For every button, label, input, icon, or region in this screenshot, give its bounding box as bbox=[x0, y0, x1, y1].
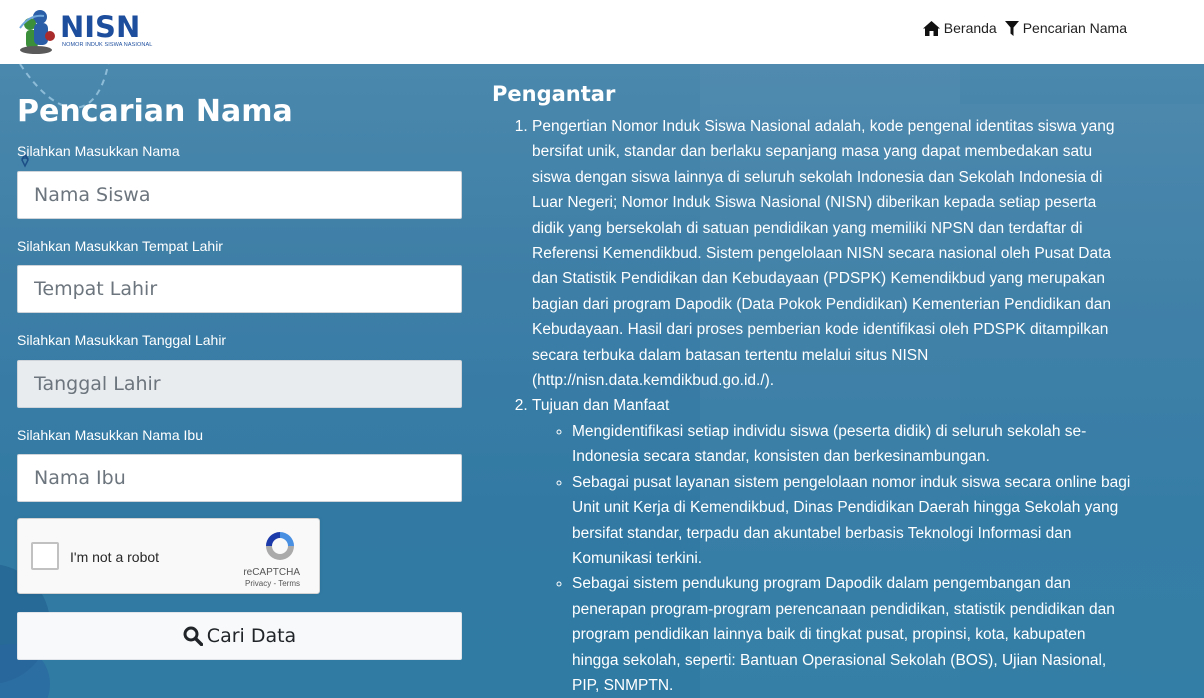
nama-ibu-input[interactable] bbox=[17, 454, 462, 502]
nav-beranda[interactable] bbox=[923, 20, 997, 36]
nisn-logo[interactable] bbox=[18, 8, 153, 56]
search-icon bbox=[183, 626, 203, 646]
recaptcha-label: I'm not a robot bbox=[70, 549, 160, 565]
intro-title: Pengantar bbox=[492, 82, 616, 106]
tempat-lahir-label: Silahkan Masukkan Tempat Lahir bbox=[17, 238, 223, 254]
filter-icon bbox=[1005, 21, 1019, 36]
navbar bbox=[0, 0, 1204, 64]
tanggal-lahir-input[interactable] bbox=[17, 360, 462, 408]
nama-siswa-label: Silahkan Masukkan Nama bbox=[17, 143, 180, 159]
recaptcha-widget bbox=[17, 518, 320, 594]
intro-item-definition bbox=[532, 114, 1132, 393]
cari-data-label: Cari Data bbox=[206, 625, 297, 647]
home-icon bbox=[923, 21, 940, 36]
recaptcha-privacy-terms[interactable]: Privacy - Terms bbox=[245, 579, 300, 588]
logo-text: NISN bbox=[60, 10, 141, 44]
recaptcha-brand: reCAPTCHA bbox=[243, 567, 300, 578]
intro-section bbox=[492, 82, 1132, 698]
logo-subtitle: NOMOR INDUK SISWA NASIONAL bbox=[62, 42, 153, 48]
nav-beranda-label: Beranda bbox=[943, 20, 997, 36]
page-title: Pencarian Nama bbox=[17, 94, 293, 129]
tempat-lahir-input[interactable] bbox=[17, 265, 462, 313]
intro-item-definition-text: Pengertian Nomor Induk Siswa Nasional adalah, kode pengenal identitas siswa yang bersifat unik, standar dan berlaku sepanjang masa yang dapat membedakan satu siswa dengan siswa lainnya di seluruh sekolah Indonesia dan Sekolah Indonesia di Luar Negeri; Nomor Induk Siswa Nasional (NISN) diberikan kepada setiap peserta didik yang bersekolah di satuan pendidikan yang memiliki NPSN dan terdaftar di Referensi Kemendikbud. Sistem pengelolaan NISN secara nasional oleh Pusat Data dan Statistik Pendidikan dan Kebudayaan (PDSPK) Kemendikbud yang merupakan bagian dari program Dapodik (Data Pokok Pendidikan) Kementerian Pendidikan dan Kebudayaan. Hasil dari proses pemberian kode identifikasi oleh PDSPK ditampilkan secara terbuka dalam batasan tertentu melalui situs NISN (http://nisn.data.kemdikbud.go.id./). bbox=[532, 118, 1115, 390]
recaptcha-checkbox[interactable] bbox=[31, 542, 59, 570]
goals-list-item: ◦ Mengidentifikasi setiap individu siswa (peserta didik) di seluruh sekolah se-Indonesia secara standar, konsisten dan berkesinambungan. bbox=[572, 419, 1132, 470]
tanggal-lahir-label: Silahkan Masukkan Tanggal Lahir bbox=[17, 332, 227, 348]
intro-item-goals-text: Tujuan dan Manfaat bbox=[532, 397, 670, 415]
intro-list bbox=[492, 114, 1132, 698]
recaptcha-logo-icon bbox=[263, 529, 297, 563]
nav-pencarian-nama[interactable] bbox=[1005, 20, 1127, 36]
intro-item-goals bbox=[532, 393, 1132, 698]
goals-list-item: ◦ Sebagai pusat layanan sistem pengelolaan nomor induk siswa secara online bagi Unit unit Kerja di Kemendikbud, Dinas Pendidikan Daerah hingga Sekolah yang bersifat standar, terpadu dan akuntabel berbasis Teknologi Informasi dan Komunikasi terkini. bbox=[572, 470, 1132, 572]
nav-pencarian-nama-label: Pencarian Nama bbox=[1022, 20, 1127, 36]
cari-data-button[interactable] bbox=[17, 612, 462, 660]
nama-ibu-label: Silahkan Masukkan Nama Ibu bbox=[17, 427, 203, 443]
top-nav bbox=[915, 20, 1127, 36]
goals-list bbox=[532, 419, 1132, 698]
goals-list-item: ◦ Sebagai sistem pendukung program Dapodik dalam pengembangan dan penerapan program-program perencanaan pendidikan, statistik pendidikan dan program pendidikan lainnya baik di tingkat pusat, propinsi, kota, kabupaten hingga sekolah, seperti: Bantuan Operasional Sekolah (BOS), Ujian Nasional, PIP, SNMPTN. bbox=[572, 571, 1132, 698]
nama-siswa-input[interactable] bbox=[17, 171, 462, 219]
